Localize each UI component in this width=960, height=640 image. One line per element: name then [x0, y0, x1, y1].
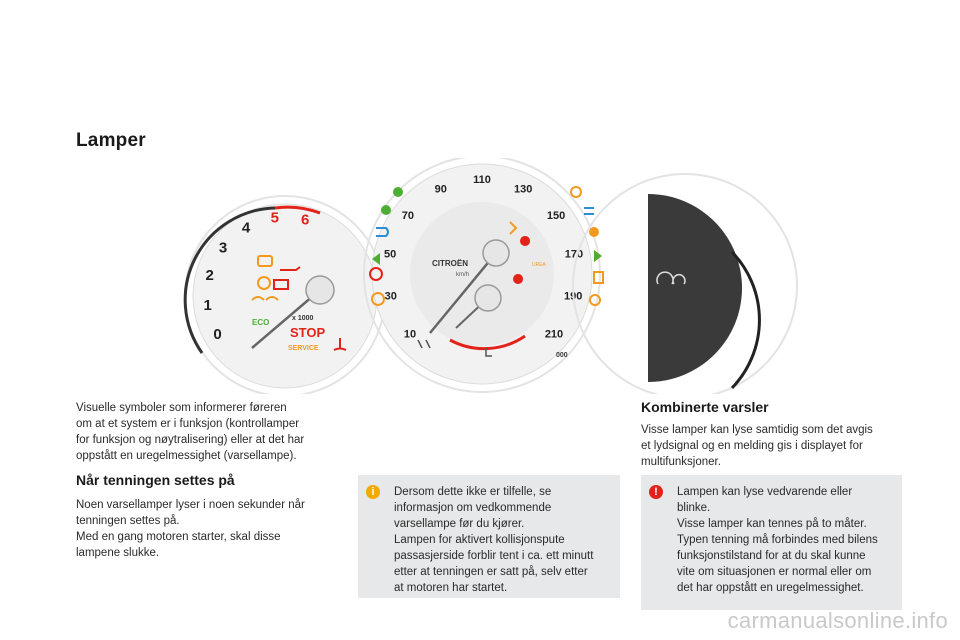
intro-line: Visuelle symboler som informerer føreren	[76, 402, 287, 414]
speed-tick-label: 90	[434, 183, 447, 196]
warning-line: Typen tenning må forbindes med bilens	[677, 534, 878, 546]
speed-tick-label: 50	[383, 248, 397, 261]
warning-line: blinke.	[677, 502, 711, 514]
speed-tick-label: 70	[401, 210, 415, 223]
eco-label: ECO	[252, 318, 270, 327]
tach-unit-label: x 1000	[292, 315, 314, 322]
watermark: carmanualsonline.info	[727, 608, 948, 633]
page-title: Lamper	[76, 130, 146, 151]
warning-line: Lampen kan lyse vedvarende eller	[677, 486, 853, 498]
stop-warning-label: STOP	[290, 325, 326, 340]
info-line: passasjerside forblir tent i ca. ett minutt	[394, 550, 594, 562]
info-icon: i	[366, 485, 380, 499]
speed-tick-label: 130	[514, 183, 533, 196]
ignition-line: lampene slukke.	[76, 547, 160, 559]
warning-line: funksjonstilstand for at du skal kunne	[677, 550, 866, 562]
headlamp-warning-icon	[589, 227, 599, 237]
combined-line: Visse lamper kan lyse samtidig som det avgis	[641, 424, 873, 436]
urea-label: UREA	[532, 262, 546, 268]
service-warning-label: SERVICE	[288, 345, 319, 352]
speed-unit-label: km/h	[456, 272, 470, 278]
speed-tick-label: 10	[403, 328, 417, 341]
odometer-readout: 000	[556, 352, 568, 359]
tach-tick-label: 1	[203, 297, 212, 315]
warning-icon: !	[649, 485, 663, 499]
sidelamp-icon	[381, 205, 391, 215]
info-box-text	[394, 484, 612, 596]
tach-tick-label: 4	[241, 219, 251, 237]
tach-tick-label: 0	[213, 325, 222, 343]
fuel-reserve-icon	[594, 272, 603, 283]
info-line: Lampen for aktivert kollisjonspute	[394, 534, 565, 546]
speed-tick-label: 170	[564, 248, 584, 261]
tach-tick-label: 3	[218, 239, 228, 257]
speedometer-dial	[364, 158, 603, 392]
combined-line: et lydsignal og en melding gis i displayet for	[641, 440, 863, 452]
tyre-pressure-icon	[590, 295, 600, 305]
ignition-line: tenningen settes på.	[76, 515, 180, 527]
combined-line: multifunksjoner.	[641, 456, 721, 468]
tach-tick-label: 5	[270, 209, 279, 227]
warning-line: vite om situasjonen er normal eller om	[677, 566, 872, 578]
intro-line: oppstått en uregelmessighet (varsellampe).	[76, 450, 297, 462]
ignition-line: Med en gang motoren starter, skal disse	[76, 531, 281, 543]
speed-tick-label: 110	[473, 173, 491, 186]
intro-line: om at et system er i funksjon (kontrollamper	[76, 418, 300, 430]
speed-tick-label: 190	[564, 290, 583, 303]
speed-tick-label: 30	[384, 290, 397, 303]
combined-paragraph	[641, 422, 906, 470]
rear-fog-icon	[571, 187, 581, 197]
ignition-line: Noen varsellamper lyser i noen sekunder når	[76, 499, 305, 511]
intro-paragraph	[76, 400, 331, 464]
info-line: at motoren har startet.	[394, 582, 508, 594]
front-fog-icon	[393, 187, 403, 197]
multifunction-screen	[573, 174, 797, 394]
driver-seatbelt-icon	[513, 274, 523, 284]
tach-tick-label: 6	[301, 211, 310, 229]
intro-line: for funksjon og nøytralisering) eller at det har	[76, 434, 305, 446]
info-line: varsellampe før du kjører.	[394, 518, 525, 530]
warning-line: det har oppstått en uregelmessighet.	[677, 582, 864, 594]
info-line: informasjon om vedkommende	[394, 502, 552, 514]
instrument-cluster-illustration	[180, 158, 940, 394]
speed-tick-label: 210	[544, 328, 564, 341]
tachometer-dial	[185, 196, 385, 394]
info-line: Dersom dette ikke er tilfelle, se	[394, 486, 552, 498]
airbag-icon	[520, 236, 530, 246]
info-line: etter at tenningen er satt på, selv etter	[394, 566, 588, 578]
main-beam-icon	[584, 208, 594, 214]
brand-logo: CITROËN	[432, 259, 468, 268]
ignition-paragraph	[76, 497, 336, 561]
warning-line: Visse lamper kan tennes på to måter.	[677, 518, 867, 530]
speed-tick-label: 150	[546, 210, 566, 223]
warning-box	[641, 475, 902, 610]
combined-heading: Kombinerte varsler	[641, 399, 769, 415]
ignition-heading: Når tenningen settes på	[76, 472, 235, 488]
warning-box-text	[677, 484, 894, 596]
info-box	[358, 475, 620, 598]
tach-tick-label: 2	[205, 266, 214, 284]
